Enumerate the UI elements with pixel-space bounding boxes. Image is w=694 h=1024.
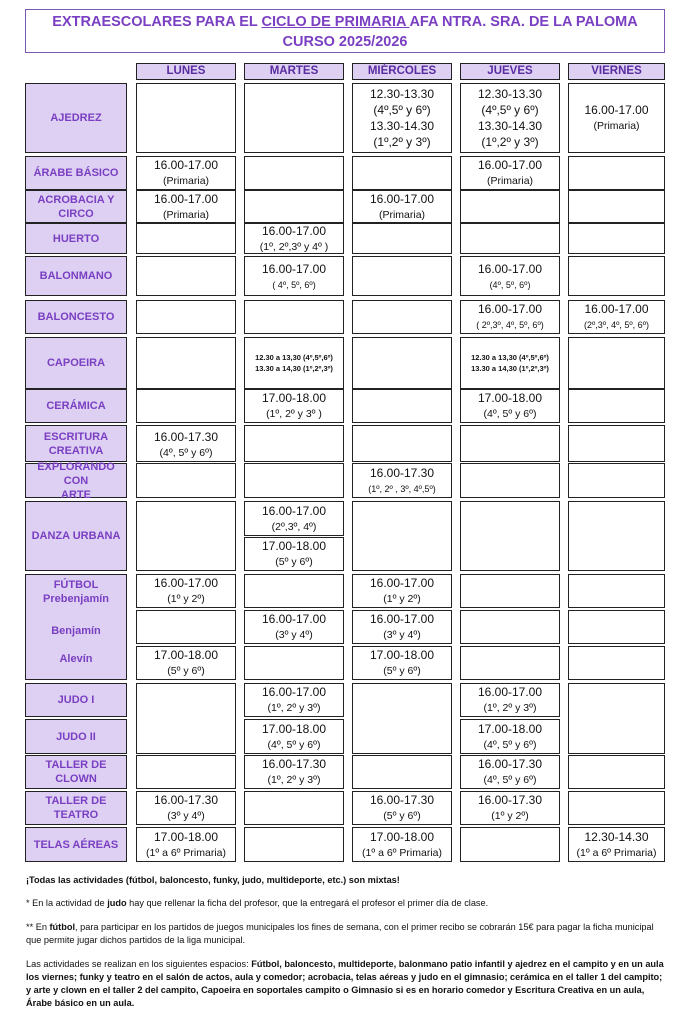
day-header-viernes: VIERNES — [568, 63, 665, 80]
cell-judo2-jueves: 17.00-18.00 (4º, 5º y 6º) — [460, 719, 560, 754]
cell-teatro-martes — [244, 791, 344, 825]
cell-ajedrez-miercoles: 12.30-13.30 (4º,5º y 6º) 13.30-14.30 (1º,2º y 3º) — [352, 83, 452, 153]
cell-telas-martes — [244, 827, 344, 862]
cell-acrobacia-martes — [244, 190, 344, 223]
cell-escritura-lunes: 16.00-17.30 (4º, 5º y 6º) — [136, 425, 236, 462]
activity-acrobacia: ACROBACIA Y CIRCO — [25, 190, 127, 223]
cell-balonmano-viernes — [568, 256, 665, 296]
cell-capoeira-lunes — [136, 337, 236, 389]
cell-danza-martes-2: 17.00-18.00 (5º y 6º) — [244, 537, 344, 571]
activity-capoeira: CAPOEIRA — [25, 337, 127, 389]
cell-teatro-viernes — [568, 791, 665, 825]
cell-balonmano-jueves: 16.00-17.00 (4º, 5º, 6º) — [460, 256, 560, 296]
activity-explorando-con-arte: EXPLORANDO CON ARTE — [25, 463, 127, 498]
activity-ajedrez: AJEDREZ — [25, 83, 127, 153]
cell-huerto-viernes — [568, 223, 665, 254]
cell-huerto-miercoles — [352, 223, 452, 254]
cell-balonmano-miercoles — [352, 256, 452, 296]
cell-judo-lunes — [136, 683, 236, 754]
activity-ceramica: CERÁMICA — [25, 389, 127, 423]
cell-arabe-lunes: 16.00-17.00 (Primaria) — [136, 156, 236, 190]
cell-prebenjamin-lunes: 16.00-17.00 (1º y 2º) — [136, 574, 236, 608]
cell-escritura-jueves — [460, 425, 560, 462]
activity-baloncesto: BALONCESTO — [25, 300, 127, 334]
cell-ceramica-miercoles — [352, 389, 452, 423]
note-spaces: Las actividades se realizan en los siguientes espacios: Fútbol, baloncesto, multideporte, balonmano patio infantil y ajedrez en el campito y en un aula los viernes; funky y teatro en el salón de actos, aula y comedor; acrobacia, telas aéreas y judo en el gimnasio; cerámica en el taller 1 del campito; y arte y clown en el taller 2 del campito, Capoeira en soportales campito o Gimnasio si es en horario comedor y Escritura Creativa en un aula, Árabe básico en un aula. — [26, 959, 664, 1008]
cell-benjamin-jueves — [460, 610, 560, 644]
cell-baloncesto-viernes: 16.00-17.00 (2º,3º, 4º, 5º, 6º) — [568, 300, 665, 334]
cell-prebenjamin-miercoles: 16.00-17.00 (1º y 2º) — [352, 574, 452, 608]
cell-telas-jueves — [460, 827, 560, 862]
cell-ceramica-jueves: 17.00-18.00 (4º, 5º y 6º) — [460, 389, 560, 423]
cell-judo1-jueves: 16.00-17.00 (1º, 2º y 3º) — [460, 683, 560, 717]
cell-ajedrez-martes — [244, 83, 344, 153]
note-mixed-activities: ¡Todas las actividades (fútbol, baloncesto, funky, judo, multideporte, etc.) son mixtas! — [26, 875, 400, 885]
cell-teatro-miercoles: 16.00-17.30 (5º y 6º) — [352, 791, 452, 825]
cell-danza-viernes — [568, 501, 665, 571]
activity-arabe: ÁRABE BÁSICO — [25, 156, 127, 190]
cell-explorando-miercoles: 16.00-17.30 (1º, 2º , 3º, 4º,5º) — [352, 463, 452, 498]
activity-telas-aereas: TELAS AÉREAS — [25, 827, 127, 862]
activity-futbol: FÚTBOL Prebenjamín Benjamín Alevín — [25, 574, 127, 680]
activity-balonmano: BALONMANO — [25, 256, 127, 296]
cell-explorando-jueves — [460, 463, 560, 498]
cell-escritura-martes — [244, 425, 344, 462]
cell-prebenjamin-viernes — [568, 574, 665, 608]
note-judo: * En la actividad de judo hay que rellenar la ficha del profesor, que la entregará el profesor el primer día de clase. — [26, 898, 489, 908]
cell-clown-miercoles — [352, 755, 452, 789]
cell-benjamin-viernes — [568, 610, 665, 644]
cell-explorando-lunes — [136, 463, 236, 498]
cell-ceramica-viernes — [568, 389, 665, 423]
day-header-martes: MARTES — [244, 63, 344, 80]
cell-acrobacia-viernes — [568, 190, 665, 223]
cell-arabe-jueves: 16.00-17.00 (Primaria) — [460, 156, 560, 190]
cell-balonmano-martes: 16.00-17.00 ( 4º, 5º, 6º) — [244, 256, 344, 296]
cell-alevin-martes — [244, 646, 344, 680]
activity-judo-2: JUDO II — [25, 719, 127, 754]
cell-judo-viernes — [568, 683, 665, 754]
cell-telas-lunes: 17.00-18.00 (1º a 6º Primaria) — [136, 827, 236, 862]
page-title: EXTRAESCOLARES PARA EL CICLO DE PRIMARIA AFA NTRA. SRA. DE LA PALOMA CURSO 2025/2026 — [25, 9, 665, 53]
cell-teatro-lunes: 16.00-17.30 (3º y 4º) — [136, 791, 236, 825]
cell-clown-lunes — [136, 755, 236, 789]
activity-escritura-creativa: ESCRITURA CREATIVA — [25, 425, 127, 462]
cell-clown-viernes — [568, 755, 665, 789]
cell-baloncesto-jueves: 16.00-17.00 ( 2º,3º, 4º, 5º, 6º) — [460, 300, 560, 334]
cell-arabe-viernes — [568, 156, 665, 190]
futbol-alevin-label: Alevín — [59, 653, 93, 665]
cell-acrobacia-miercoles: 16.00-17.00 (Primaria) — [352, 190, 452, 223]
cell-benjamin-lunes — [136, 610, 236, 644]
cell-arabe-miercoles — [352, 156, 452, 190]
cell-judo1-martes: 16.00-17.00 (1º, 2º y 3º) — [244, 683, 344, 717]
cell-alevin-viernes — [568, 646, 665, 680]
cell-danza-miercoles — [352, 501, 452, 571]
cell-escritura-viernes — [568, 425, 665, 462]
cell-judo2-martes: 17.00-18.00 (4º, 5º y 6º) — [244, 719, 344, 754]
cell-explorando-martes — [244, 463, 344, 498]
note-futbol: ** En fútbol, para participar en los partidos de juegos municipales los fines de semana, con el primer recibo se cobrarán 15€ para pagar la ficha municipal que permite jugar dichos partidos de la liga municipal. — [26, 922, 654, 945]
cell-alevin-jueves — [460, 646, 560, 680]
activity-teatro: TALLER DE TEATRO — [25, 791, 127, 825]
activity-judo-1: JUDO I — [25, 683, 127, 717]
cell-teatro-jueves: 16.00-17.30 (1º y 2º) — [460, 791, 560, 825]
cell-capoeira-viernes — [568, 337, 665, 389]
day-header-lunes: LUNES — [136, 63, 236, 80]
activity-clown: TALLER DE CLOWN — [25, 755, 127, 789]
cell-benjamin-martes: 16.00-17.00 (3º y 4º) — [244, 610, 344, 644]
cell-huerto-jueves — [460, 223, 560, 254]
cell-baloncesto-lunes — [136, 300, 236, 334]
cell-ceramica-lunes — [136, 389, 236, 423]
cell-telas-viernes: 12.30-14.30 (1º a 6º Primaria) — [568, 827, 665, 862]
day-header-jueves: JUEVES — [460, 63, 560, 80]
cell-prebenjamin-jueves — [460, 574, 560, 608]
cell-acrobacia-lunes: 16.00-17.00 (Primaria) — [136, 190, 236, 223]
cell-capoeira-jueves: 12.30 a 13,30 (4º,5º,6º) 13.30 a 14,30 (1º,2º,3º) — [460, 337, 560, 389]
cell-ceramica-martes: 17.00-18.00 (1º, 2º y 3º ) — [244, 389, 344, 423]
activity-danza-urbana: DANZA URBANA — [25, 501, 127, 571]
cell-capoeira-miercoles — [352, 337, 452, 389]
cell-balonmano-lunes — [136, 256, 236, 296]
cell-alevin-miercoles: 17.00-18.00 (5º y 6º) — [352, 646, 452, 680]
cell-telas-miercoles: 17.00-18.00 (1º a 6º Primaria) — [352, 827, 452, 862]
cell-prebenjamin-martes — [244, 574, 344, 608]
cell-alevin-lunes: 17.00-18.00 (5º y 6º) — [136, 646, 236, 680]
cell-danza-lunes — [136, 501, 236, 571]
cell-danza-martes-1: 16.00-17.00 (2º,3º, 4º) — [244, 501, 344, 536]
cell-escritura-miercoles — [352, 425, 452, 462]
cell-ajedrez-lunes — [136, 83, 236, 153]
activity-huerto: HUERTO — [25, 223, 127, 254]
cell-clown-martes: 16.00-17.30 (1º, 2º y 3º) — [244, 755, 344, 789]
cell-arabe-martes — [244, 156, 344, 190]
cell-baloncesto-martes — [244, 300, 344, 334]
futbol-benjamin-label: Benjamín — [51, 625, 101, 637]
cell-capoeira-martes: 12.30 a 13,30 (4º,5º,6º) 13.30 a 14,30 (1º,2º,3º) — [244, 337, 344, 389]
cell-huerto-lunes — [136, 223, 236, 254]
cell-ajedrez-viernes: 16.00-17.00 (Primaria) — [568, 83, 665, 153]
cell-ajedrez-jueves: 12.30-13.30 (4º,5º y 6º) 13.30-14.30 (1º,2º y 3º) — [460, 83, 560, 153]
cell-benjamin-miercoles: 16.00-17.00 (3º y 4º) — [352, 610, 452, 644]
cell-danza-jueves — [460, 501, 560, 571]
cell-baloncesto-miercoles — [352, 300, 452, 334]
cell-clown-jueves: 16.00-17.30 (4º, 5º y 6º) — [460, 755, 560, 789]
cell-judo-miercoles — [352, 683, 452, 754]
cell-explorando-viernes — [568, 463, 665, 498]
cell-acrobacia-jueves — [460, 190, 560, 223]
cell-huerto-martes: 16.00-17.00 (1º, 2º,3º y 4º ) — [244, 223, 344, 254]
day-header-miercoles: MIÉRCOLES — [352, 63, 452, 80]
